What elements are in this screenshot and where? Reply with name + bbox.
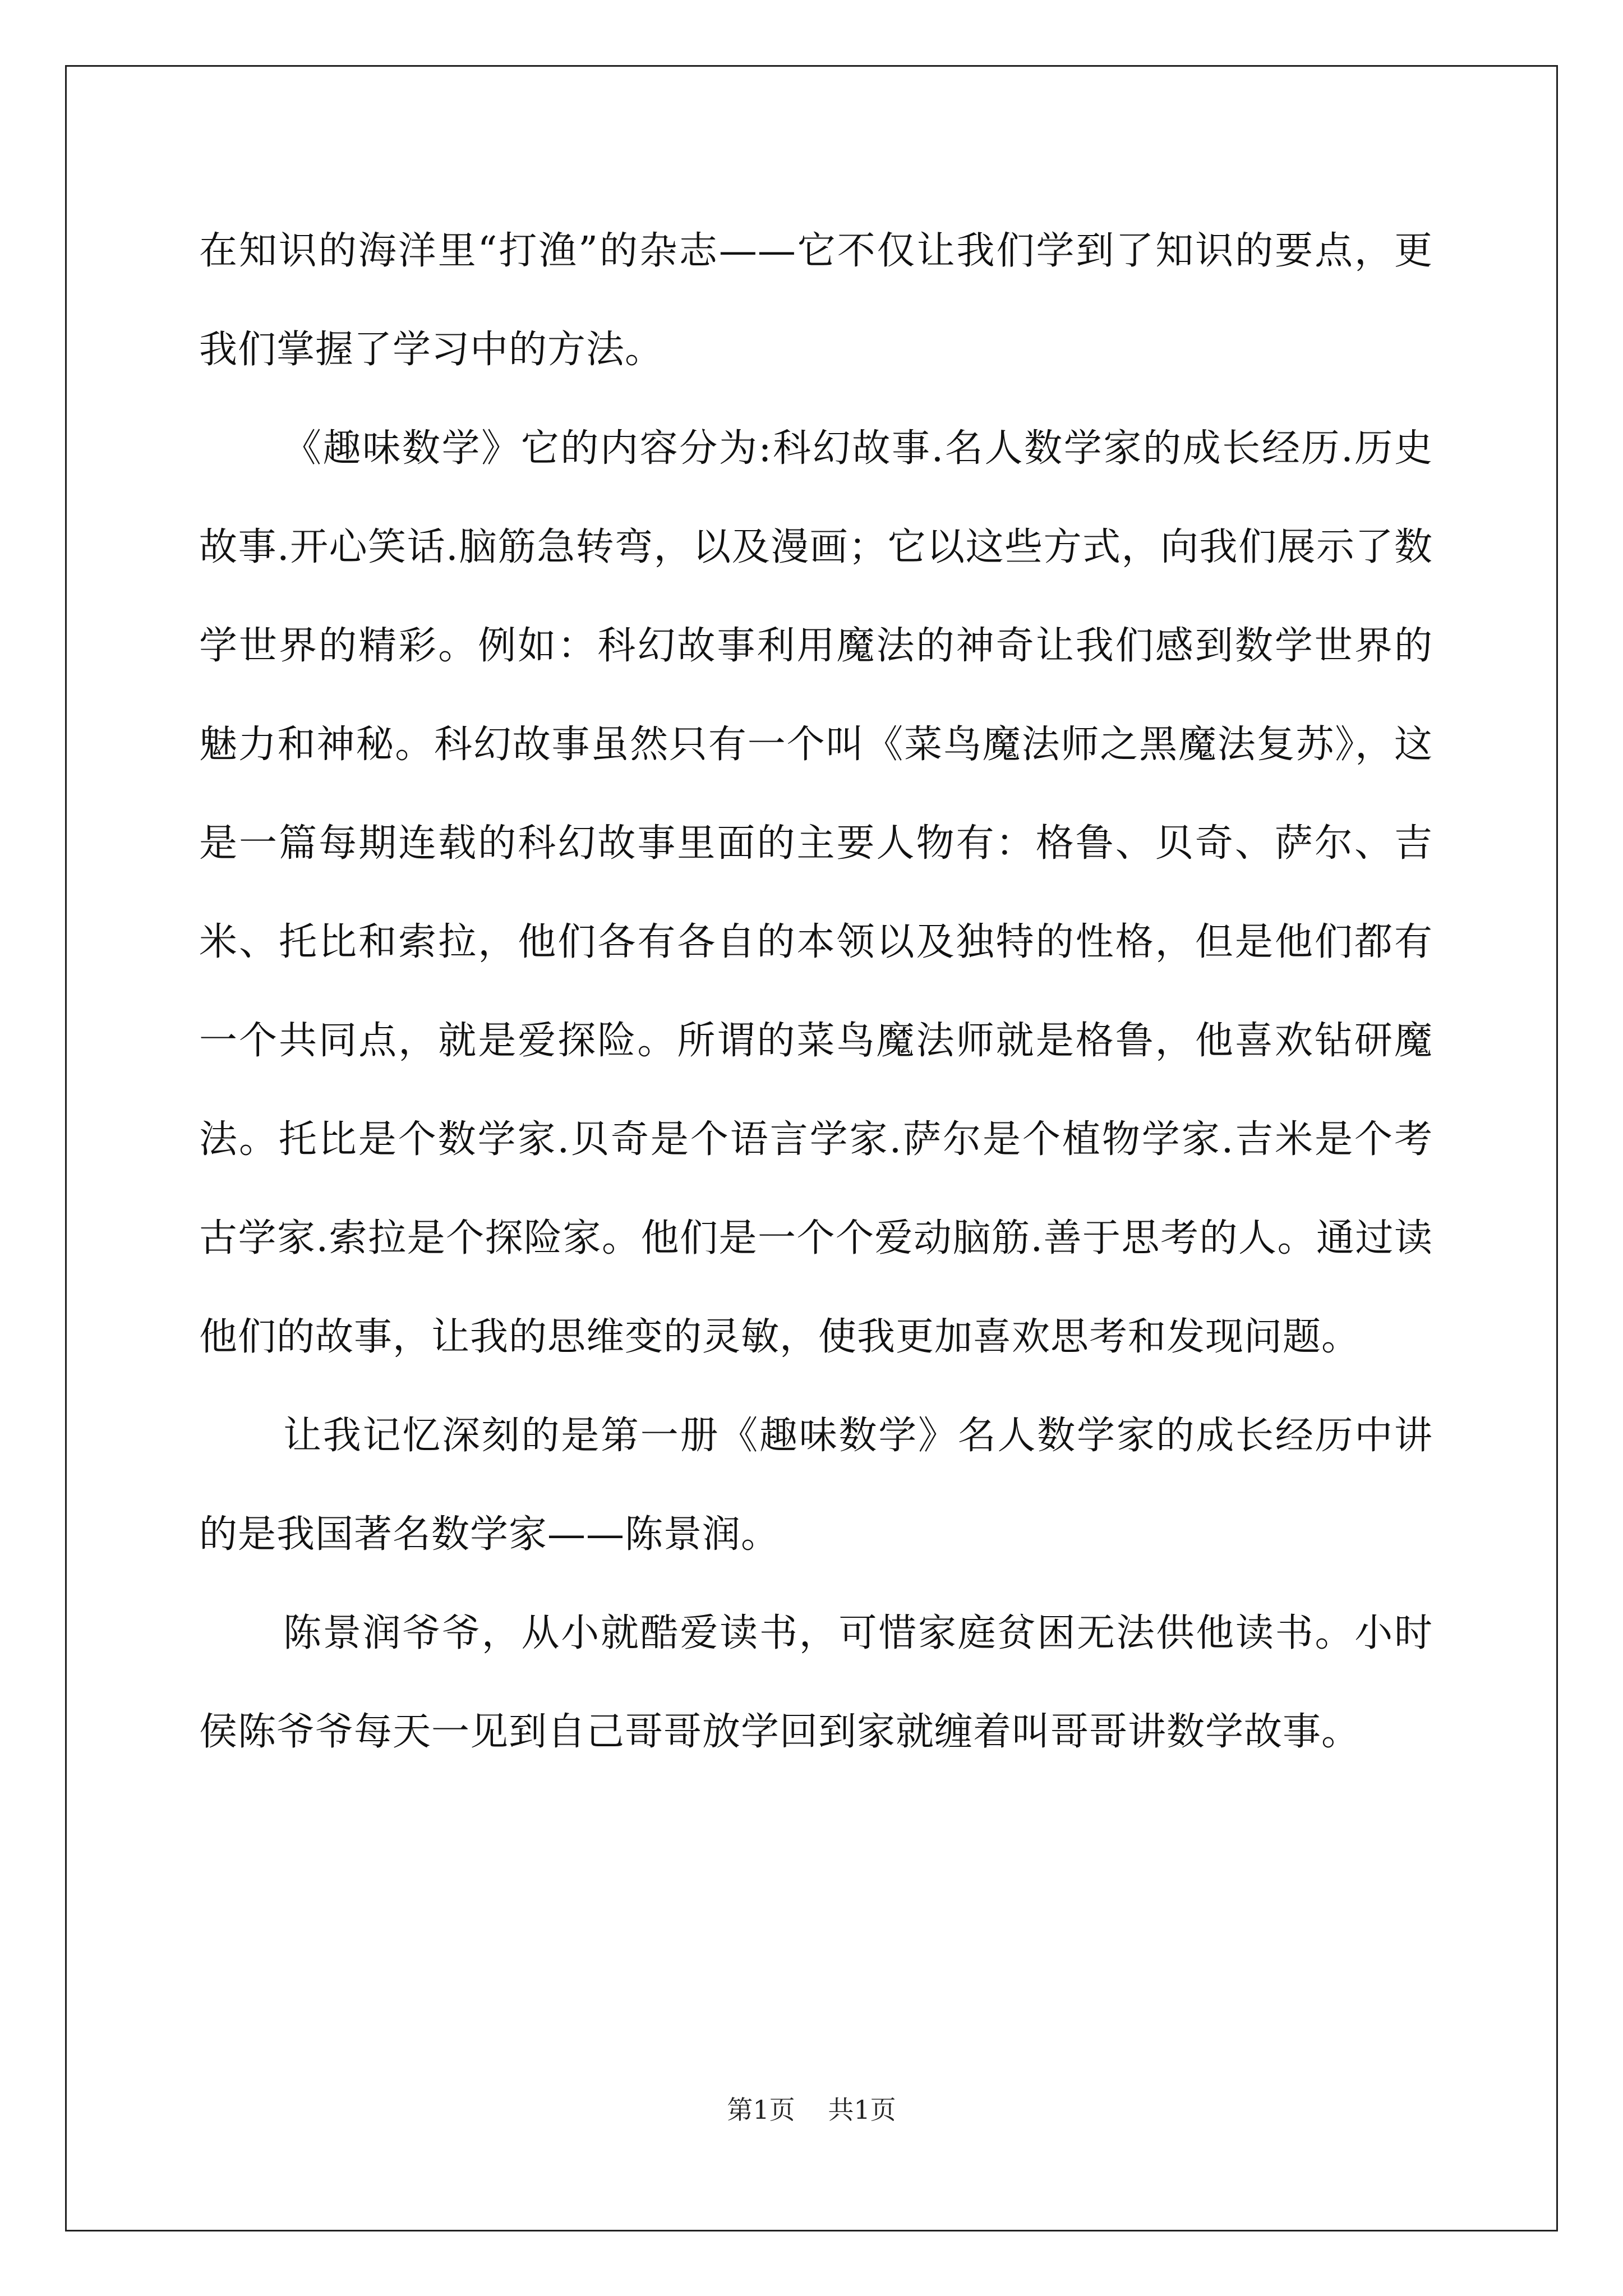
page-number: 第1页 bbox=[727, 2095, 795, 2125]
paragraph: 陈景润爷爷，从小就酷爱读书，可惜家庭贫困无法供他读书。小时侯陈爷爷每天一见到自己哥哥放学回到家就缠着叫哥哥讲数学故事。 bbox=[199, 1611, 1433, 1754]
page-total: 共1页 bbox=[828, 2095, 896, 2125]
paragraph: 让我记忆深刻的是第一册《趣味数学》名人数学家的成长经历中讲的是我国著名数学家——陈景润。 bbox=[199, 1414, 1433, 1557]
paragraph: 在知识的海洋里“打渔”的杂志——它不仅让我们学到了知识的要点，更我们掌握了学习中的方法。 bbox=[199, 229, 1433, 372]
document-body bbox=[199, 202, 1433, 1782]
paragraph: 《趣味数学》它的内容分为:科幻故事.名人数学家的成长经历.历史故事.开心笑话.脑筋急转弯，以及漫画；它以这些方式，向我们展示了数学世界的精彩。例如：科幻故事利用魔法的神奇让我们感到数学世界的魅力和神秘。科幻故事虽然只有一个叫《菜鸟魔法师之黑魔法复苏》，这是一篇每期连载的科幻故事里面的主要人物有：格鲁、贝奇、萨尔、吉米、托比和索拉，他们各有各自的本领以及独特的性格，但是他们都有一个共同点，就是爱探险。所谓的菜鸟魔法师就是格鲁，他喜欢钻研魔法。托比是个数学家.贝奇是个语言学家.萨尔是个植物学家.吉米是个考古学家.索拉是个探险家。他们是一个个爱动脑筋.善于思考的人。通过读他们的故事，让我的思维变的灵敏，使我更加喜欢思考和发现问题。 bbox=[199, 426, 1433, 1359]
page-footer bbox=[0, 2090, 1623, 2127]
